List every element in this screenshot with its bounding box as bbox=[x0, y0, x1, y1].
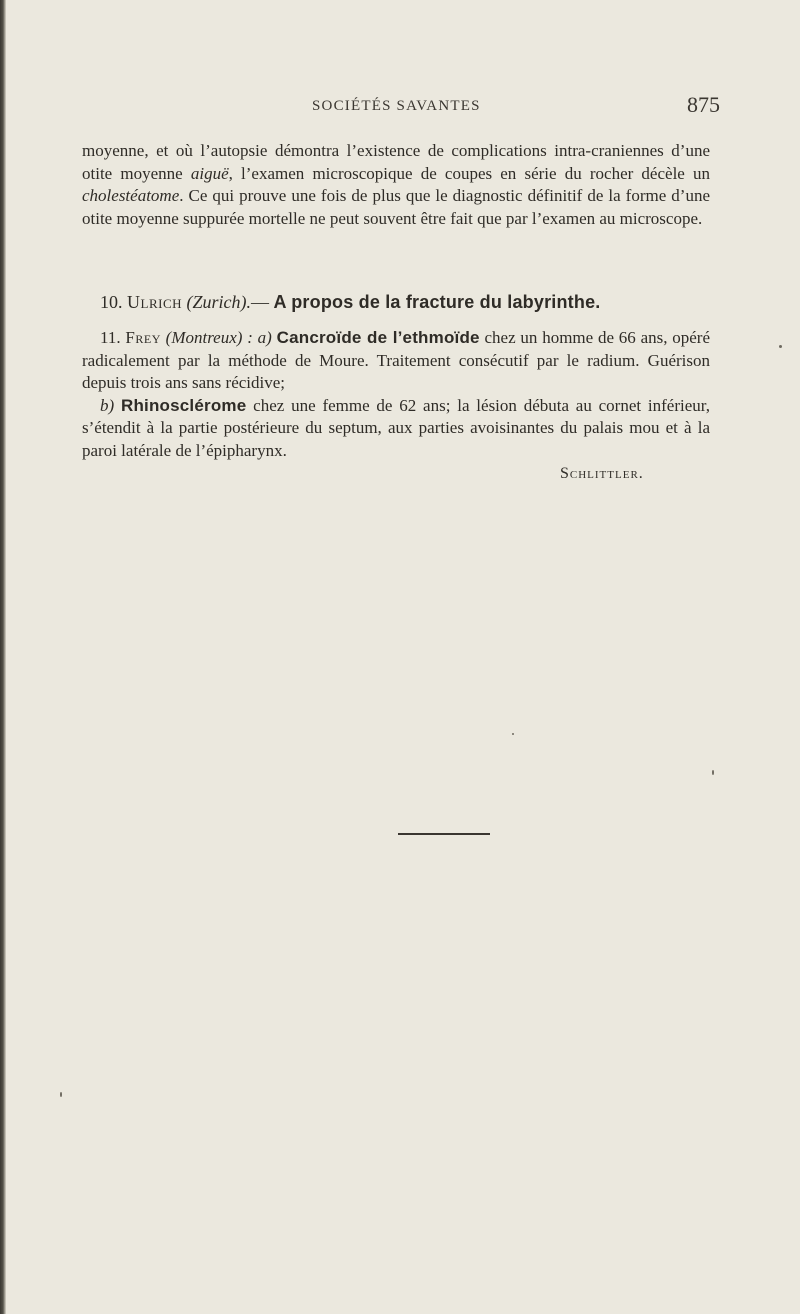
italic-aigue: aiguë bbox=[190, 163, 229, 183]
entry-10-dash: — bbox=[251, 292, 269, 312]
entry-11-part-b bbox=[82, 395, 710, 463]
entry-11-part-a bbox=[82, 327, 710, 395]
entry-11-number: 11. bbox=[100, 328, 121, 347]
continuation-part-3: . Ce qui prouve une fois de plus que le diagnostic définitif de la forme d’une otite moyenne suppurée mortelle ne peut souvent être fait que par l’examen au microscope. bbox=[82, 186, 710, 228]
continuation-part-2: , l’examen microscopique de coupes en série du rocher décèle un bbox=[228, 163, 710, 183]
paper-speck bbox=[712, 770, 714, 775]
entry-10-number: 10. bbox=[100, 292, 123, 312]
entry-11-b-text: chez une femme de 62 ans; la lésion débuta au cornet inférieur, s’étendit à la partie postérieure du septum, aux parties avoisinantes du palais mou et à la paroi latérale de l’épipharynx. bbox=[82, 395, 710, 460]
entry-11-b-title: Rhinosclérome bbox=[120, 395, 247, 415]
italic-cholesteatome: cholestéatome bbox=[82, 186, 180, 205]
entry-11 bbox=[82, 327, 710, 463]
entry-11-author: Frey bbox=[125, 328, 161, 347]
continuation-paragraph bbox=[82, 140, 710, 230]
section-divider-rule bbox=[398, 833, 490, 835]
page-number: 875 bbox=[687, 92, 720, 117]
paper-speck bbox=[779, 345, 782, 348]
entry-11-b-marker: b) bbox=[100, 395, 115, 415]
paper-speck bbox=[60, 1092, 62, 1097]
continuation-part-1: moyenne, et où l’autopsie démontra l’existence de complications intra-craniennes d’une otite moyenne bbox=[82, 141, 710, 183]
entry-11-a-text: chez un homme de 66 ans, opéré radicalement par la méthode de Moure. Traitement consécutif par le radium. Guérison depuis trois ans sans récidive; bbox=[82, 328, 711, 393]
signature: Schlittler. bbox=[560, 465, 644, 482]
entry-11-a-title: Cancroïde de l’ethmoïde bbox=[276, 328, 480, 347]
running-head bbox=[60, 92, 730, 122]
entry-10-title: A propos de la fracture du labyrinthe. bbox=[273, 292, 601, 312]
entry-10 bbox=[100, 290, 720, 314]
entry-10-author: Ulrich bbox=[127, 292, 182, 312]
page-binding-edge bbox=[0, 0, 6, 1314]
continuation-text bbox=[82, 140, 710, 230]
entry-10-place: (Zurich). bbox=[186, 292, 251, 312]
entry-11-place: (Montreux) bbox=[165, 328, 243, 347]
paper-speck bbox=[512, 733, 514, 735]
running-title: SOCIÉTÉS SAVANTES bbox=[312, 98, 481, 114]
entry-11-a-marker: : a) bbox=[247, 328, 272, 347]
